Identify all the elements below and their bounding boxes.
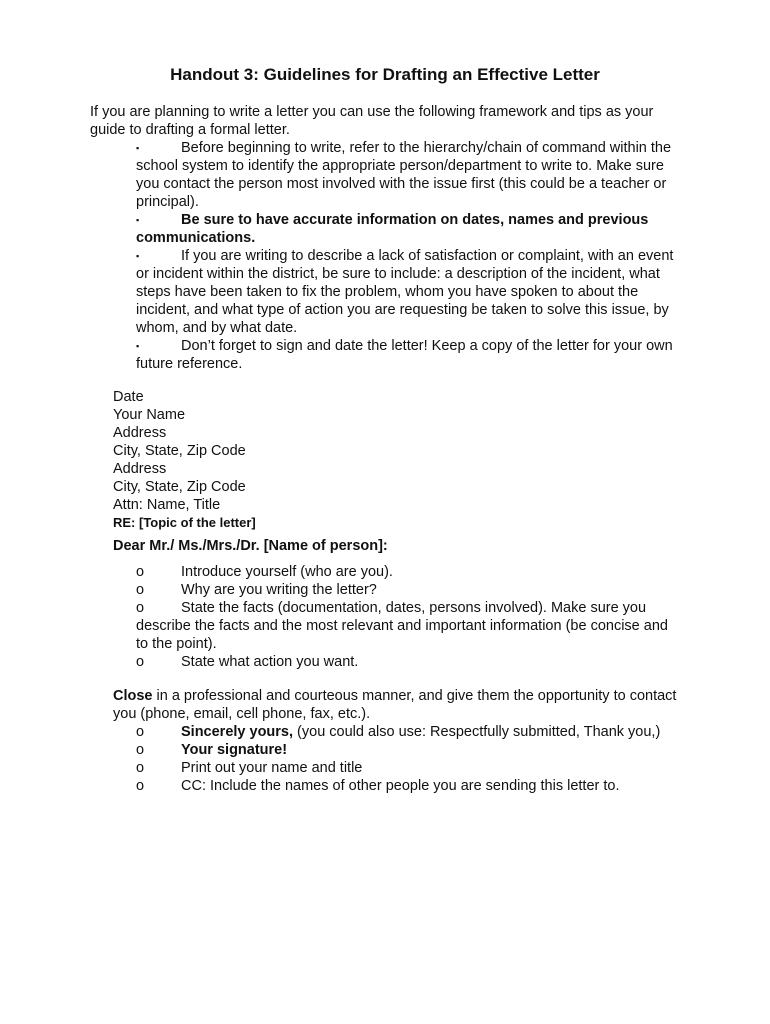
body-item: [136, 599, 681, 653]
close-paragraph: [113, 687, 693, 723]
address-line: City, State, Zip Code: [113, 479, 246, 495]
address-line: Attn: Name, Title: [113, 497, 221, 513]
close-text: in a professional and courteous manner, and give them the opportunity to contact you (phone, email, cell phone, fax, etc.).: [113, 688, 677, 722]
tip-text: If you are writing to describe a lack of satisfaction or complaint, with an event or incident within the district, be sure to include: a description of the incident, what steps have been taken to fix the problem, whom you have spoken to about the incident, and what type of action you are requesting be taken to solve this issue, by whom, and by what date.: [136, 248, 674, 336]
circle-bullet-icon: o: [136, 582, 145, 598]
closing-item: [136, 741, 681, 759]
closing-item-bold: Your signature!: [181, 742, 288, 758]
address-line: Address: [113, 425, 167, 441]
square-bullet-icon: ▪: [136, 215, 140, 225]
tip-text: Before beginning to write, refer to the hierarchy/chain of command within the school system to identify the appropriate person/department to write to. Make sure you contact the person most involved with the issue first (this could be a teacher or principal).: [136, 140, 672, 210]
re-line: RE: [Topic of the letter]: [113, 515, 256, 530]
closing-items-list: [136, 723, 681, 795]
body-item-text: Introduce yourself (who are you).: [181, 564, 393, 580]
body-item-text: Why are you writing the letter?: [181, 582, 377, 598]
tip-item: [136, 211, 681, 247]
closing-item-text: Print out your name and title: [181, 760, 363, 776]
body-item: [136, 563, 681, 581]
address-block: [113, 388, 613, 532]
tips-list: [136, 139, 681, 373]
square-bullet-icon: ▪: [136, 143, 140, 153]
body-item-text: State the facts (documentation, dates, persons involved). Make sure you describe the facts and the most relevant and important information (be concise and to the point).: [136, 600, 668, 652]
circle-bullet-icon: o: [136, 778, 145, 794]
square-bullet-icon: ▪: [136, 251, 140, 261]
circle-bullet-icon: o: [136, 742, 145, 758]
address-line: Your Name: [113, 407, 186, 423]
address-line: City, State, Zip Code: [113, 443, 246, 459]
circle-bullet-icon: o: [136, 564, 145, 580]
closing-item: [136, 777, 681, 795]
body-item: [136, 653, 681, 671]
tip-item: [136, 247, 681, 337]
address-line: Date: [113, 389, 144, 405]
square-bullet-icon: ▪: [136, 341, 140, 351]
closing-item-bold: Sincerely yours,: [181, 724, 294, 740]
circle-bullet-icon: o: [136, 760, 145, 776]
circle-bullet-icon: o: [136, 724, 145, 740]
circle-bullet-icon: o: [136, 654, 145, 670]
closing-item-text: CC: Include the names of other people you are sending this letter to.: [181, 778, 620, 794]
page-title: Handout 3: Guidelines for Drafting an Effective Letter: [170, 65, 600, 84]
body-items-list: [136, 563, 681, 671]
tip-text: Be sure to have accurate information on dates, names and previous communications.: [136, 212, 649, 246]
body-item-text: State what action you want.: [181, 654, 359, 670]
salutation: Dear Mr./ Ms./Mrs./Dr. [Name of person]:: [113, 538, 388, 554]
tip-text: Don’t forget to sign and date the letter! Keep a copy of the letter for your own future reference.: [136, 338, 673, 372]
address-line: Address: [113, 461, 167, 477]
intro-paragraph: If you are planning to write a letter you can use the following framework and tips as your guide to drafting a formal letter.: [90, 104, 654, 138]
close-label: Close: [113, 688, 153, 704]
tip-item: [136, 337, 681, 373]
closing-item: [136, 759, 681, 777]
body-item: [136, 581, 681, 599]
closing-item: [136, 723, 681, 741]
closing-item-text: (you could also use: Respectfully submitted, Thank you,): [293, 724, 661, 740]
circle-bullet-icon: o: [136, 600, 145, 616]
tip-item: [136, 139, 681, 211]
